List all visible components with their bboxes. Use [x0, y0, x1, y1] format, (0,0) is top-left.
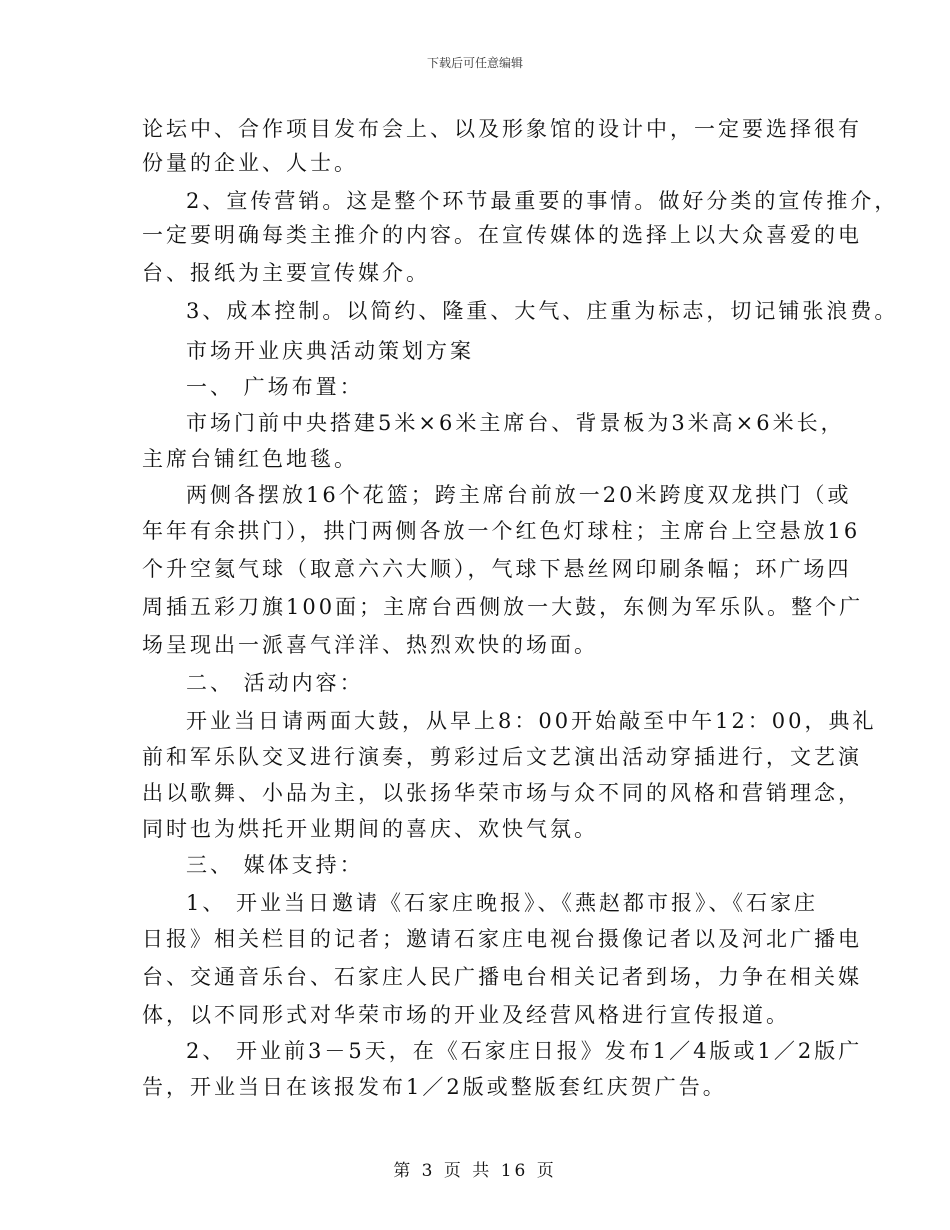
page-header: 下载后可任意编辑	[426, 56, 523, 70]
body-line: 日报》相关栏目的记者；邀请石家庄电视台摄像记者以及河北广播电	[142, 927, 862, 951]
section-heading: 一、 广场布置：	[186, 375, 364, 399]
body-line: 台、报纸为主要宣传媒介。	[142, 261, 430, 285]
body-line: 份量的企业、人士。	[142, 151, 358, 175]
body-line: 周插五彩刀旗100面；主席台西侧放一大鼓，东侧为军乐队。整个广	[142, 595, 864, 619]
body-line: 市场门前中央搭建5米×6米主席台、背景板为3米高×6米长，	[186, 411, 845, 435]
body-line: 个升空氦气球（取意六六大顺），气球下悬丝网印刷条幅；环广场四	[142, 557, 852, 581]
section-heading: 三、 媒体支持：	[186, 853, 364, 877]
body-line: 前和军乐队交叉进行演奏，剪彩过后文艺演出活动穿插进行，文艺演	[142, 745, 862, 769]
body-line: 开业当日请两面大鼓，从早上8：00开始敲至中午12：00，典礼	[186, 709, 877, 733]
body-line: 年年有余拱门），拱门两侧各放一个红色灯球柱；主席台上空悬放16	[142, 519, 861, 543]
body-line: 2、宣传营销。这是整个环节最重要的事情。做好分类的宣传推介，	[186, 189, 899, 213]
page-footer: 第 3 页 共 16 页	[393, 1161, 557, 1181]
body-line: 论坛中、合作项目发布会上、以及形象馆的设计中，一定要选择很有	[142, 117, 862, 141]
body-line: 告，开业当日在该报发布1／2版或整版套红庆贺广告。	[142, 1075, 727, 1099]
body-line: 一定要明确每类主推介的内容。在宣传媒体的选择上以大众喜爱的电	[142, 223, 862, 247]
body-line: 主席台铺红色地毯。	[142, 447, 358, 471]
body-line: 2、 开业前3－5天，在《石家庄日报》发布1／4版或1／2版广	[186, 1039, 863, 1063]
section-heading: 二、 活动内容：	[186, 671, 364, 695]
body-line: 台、交通音乐台、石家庄人民广播电台相关记者到场，力争在相关媒	[142, 965, 862, 989]
body-line: 场呈现出一派喜气洋洋、热烈欢快的场面。	[142, 633, 598, 657]
body-line: 体，以不同形式对华荣市场的开业及经营风格进行宣传报道。	[142, 1003, 790, 1027]
body-line: 出以歌舞、小品为主，以张扬华荣市场与众不同的风格和营销理念，	[142, 781, 862, 805]
body-line: 1、 开业当日邀请《石家庄晚报》、《燕赵都市报》、《石家庄	[186, 891, 819, 915]
body-line: 同时也为烘托开业期间的喜庆、欢快气氛。	[142, 817, 598, 841]
body-line: 3、成本控制。以简约、隆重、大气、庄重为标志，切记铺张浪费。	[186, 299, 899, 323]
section-heading: 市场开业庆典活动策划方案	[186, 339, 474, 363]
body-line: 两侧各摆放16个花篮；跨主席台前放一20米跨度双龙拱门（或	[186, 483, 852, 507]
